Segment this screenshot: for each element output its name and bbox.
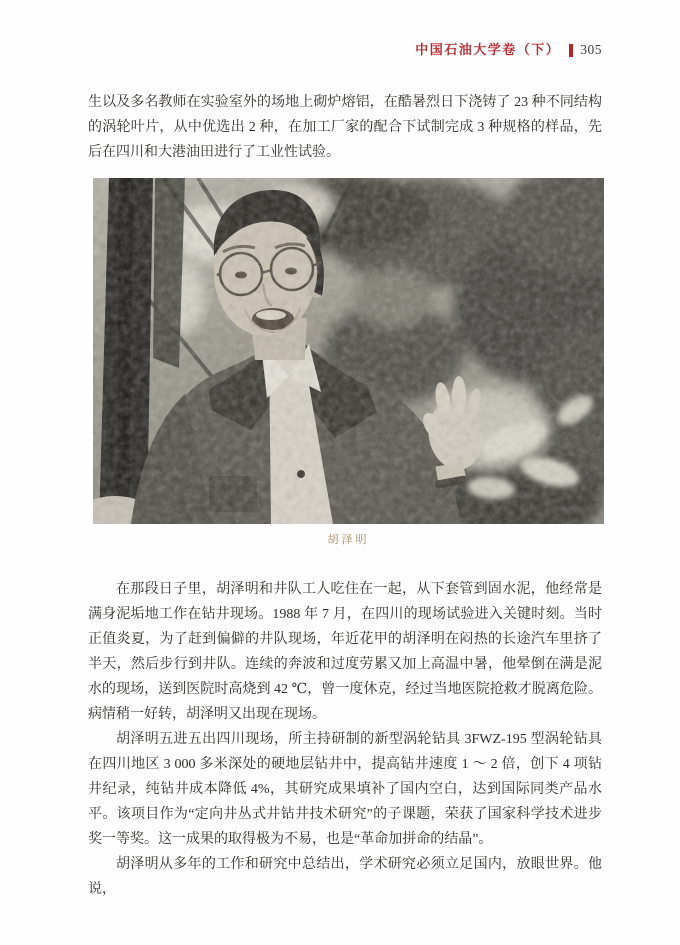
- portrait-photo: [93, 178, 604, 524]
- header-title: 中国石油大学卷（下）: [415, 42, 561, 57]
- header-divider-bar: [569, 44, 573, 57]
- paragraph: 胡泽明五进五出四川现场，所主持研制的新型涡轮钻具 3FWZ-195 型涡轮钻具在四川地区 3 000 多米深处的硬地层钻井中，提高钻井速度 1 ～ 2 倍，创下 4 项钻井纪录，纯钻井成本降低 4%，其研究成果填补了国内空白，达到国际同类产品水平。该项目作为“定向井丛式井钻井技术研究”的子课题，荣获了国家科学技术进步奖一等奖。这一成果的取得极为不易，也是“革命加拼命的结晶”。: [88, 732, 602, 847]
- photo-caption: 胡泽明: [327, 534, 370, 546]
- portrait-figure: [93, 178, 604, 547]
- paragraph-continuation: 生以及多名教师在实验室外的场地上砌炉熔铝，在酷暑烈日下浇铸了 23 种不同结构的涡轮叶片，从中优选出 2 种，在加工厂家的配合下试制完成 3 种规格的样品，先后在四川和大港油田进行了工业性试验。: [88, 95, 602, 160]
- paragraph: 在那段日子里，胡泽明和井队工人吃住在一起，从下套管到固水泥，他经常是满身泥垢地工作在钻井现场。1988 年 7 月，在四川的现场试验进入关键时刻。当时正值炎夏，为了赶到偏僻的井队现场，年近花甲的胡泽明在闷热的长途汽车里挤了半天，然后步行到井队。连续的奔波和过度劳累又加上高温中暑，他晕倒在满是泥水的现场，送到医院时高烧到 42 ℃，曾一度休克，经过当地医院抢救才脱离危险。病情稍一好转，胡泽明又出现在现场。: [88, 582, 602, 722]
- paragraph: 胡泽明从多年的工作和研究中总结出，学术研究必须立足国内，放眼世界。他说，: [88, 857, 602, 897]
- page-number: 305: [580, 42, 602, 57]
- running-header: [415, 42, 602, 58]
- page-body: [88, 90, 602, 902]
